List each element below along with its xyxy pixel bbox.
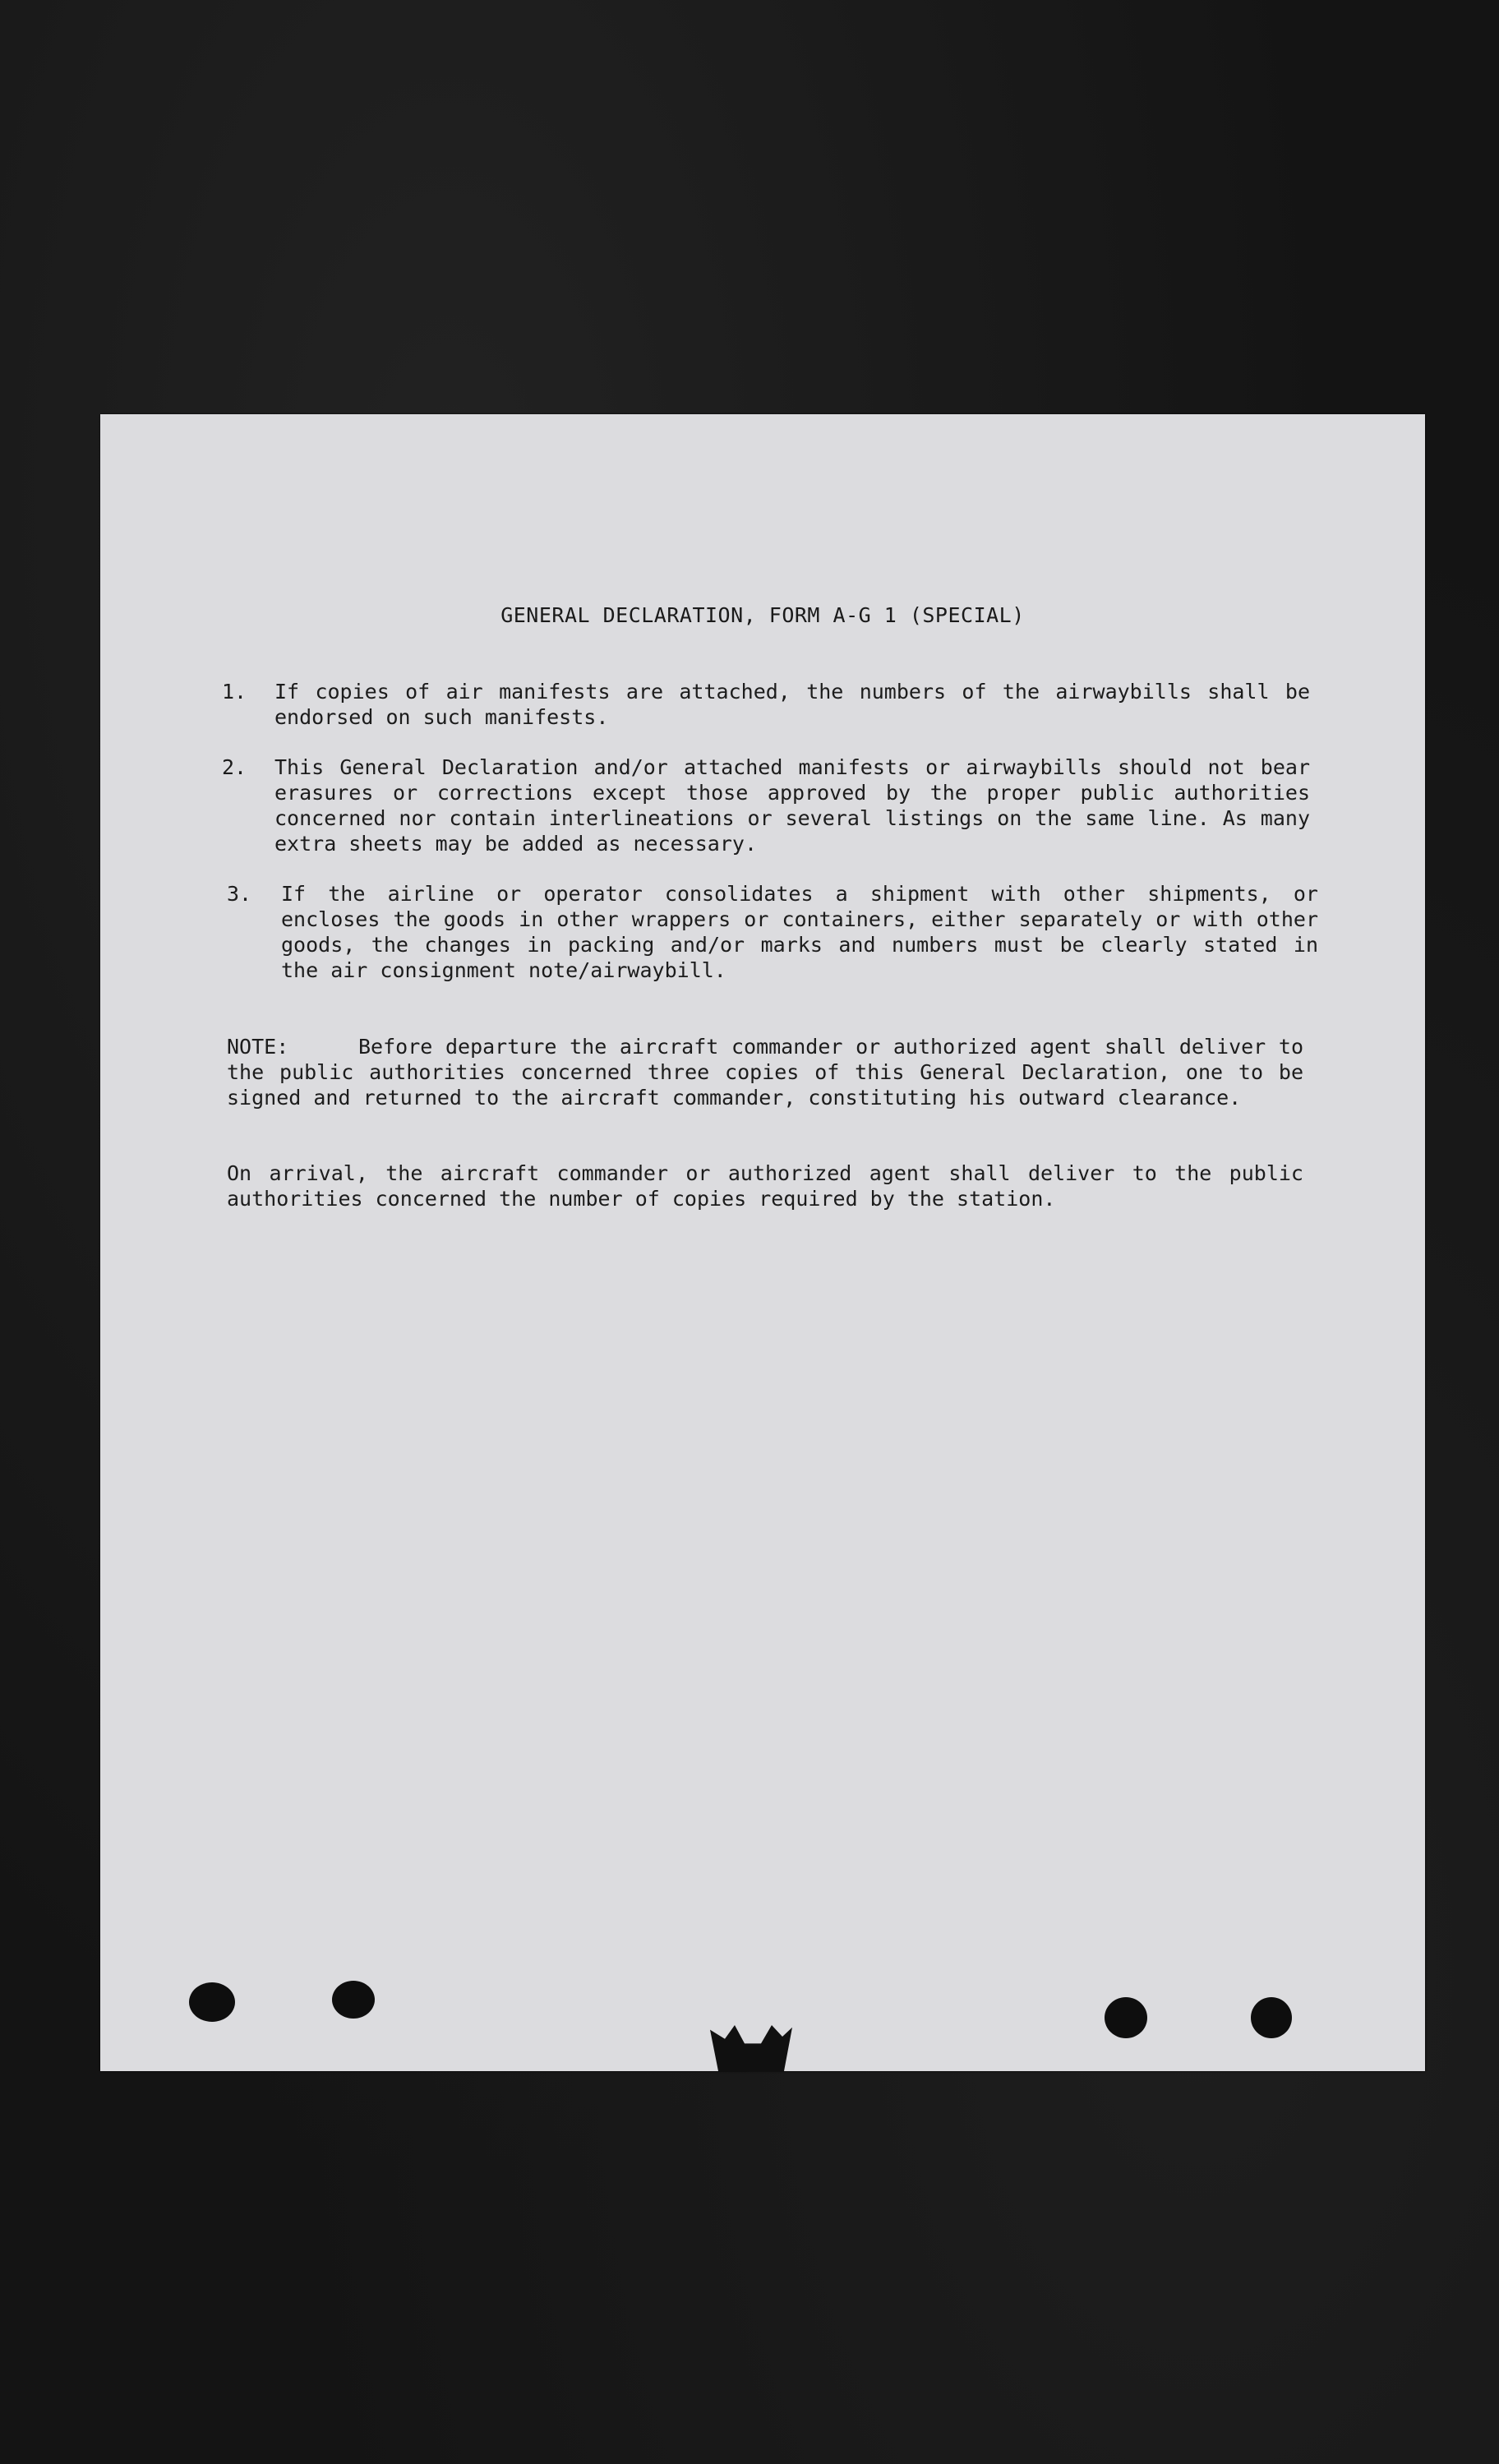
punch-hole-right-outer	[1251, 1997, 1292, 2038]
item-3-number: 3.	[227, 882, 252, 906]
document-page	[100, 414, 1425, 2071]
item-1-text: If copies of air manifests are attached, the numbers of the airwaybills shall be endorsed on such manifests.	[274, 680, 1310, 729]
note-text: Before departure the aircraft commander or authorized agent shall deliver to the public authorities concerned three copies of this General Declaration, one to be signed and returned to the aircraft commander, constituting his outward clearance.	[227, 1035, 1303, 1110]
item-3-text: If the airline or operator consolidates a shipment with other shipments, or encloses the goods in other wrappers or containers, either separately or with other goods, the changes in packing and/or marks and numbers must be clearly stated in the air consignment note/airwaybill.	[281, 882, 1318, 982]
item-2-text: This General Declaration and/or attached manifests or airwaybills should not bear erasures or corrections except those approved by the proper public authorities concerned nor contain interlineations or several listings on the same line. As many extra sheets may be added as necessary.	[274, 755, 1310, 856]
item-2-number: 2.	[222, 755, 247, 779]
punch-hole-left-inner	[332, 1981, 375, 2019]
document-title: GENERAL DECLARATION, FORM A-G 1 (SPECIAL)	[500, 603, 1025, 627]
item-1-number: 1.	[222, 680, 247, 704]
punch-hole-left-outer	[189, 1982, 235, 2022]
note-label: NOTE:	[227, 1035, 289, 1059]
arrival-paragraph: On arrival, the aircraft commander or authorized agent shall deliver to the public authorities concerned the number of copies required by the station.	[227, 1161, 1303, 1211]
punch-hole-right-inner	[1105, 1997, 1147, 2038]
binder-clip	[710, 2025, 792, 2071]
note-paragraph	[227, 1034, 1303, 1110]
